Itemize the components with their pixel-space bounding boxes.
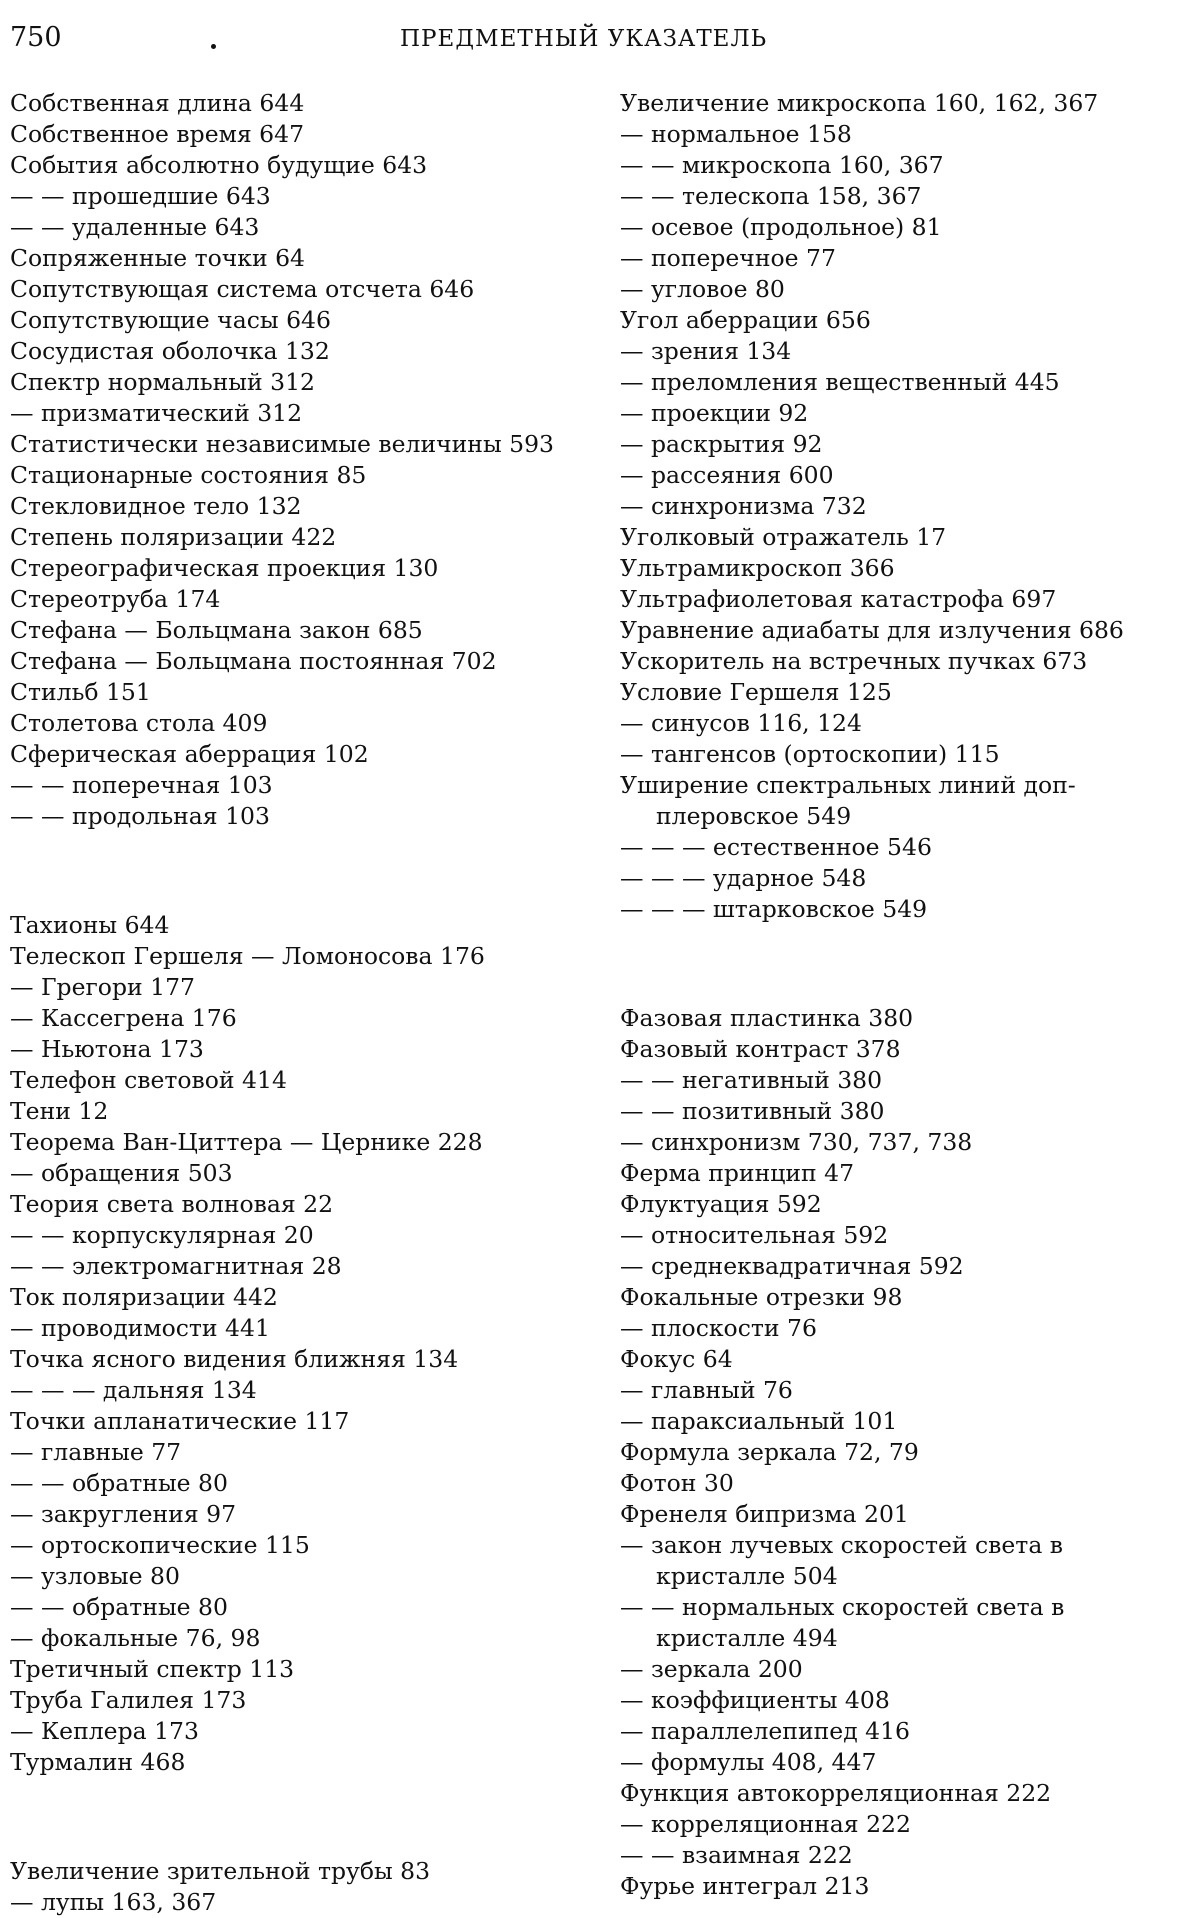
index-entry: — — удаленные 643 xyxy=(10,213,260,241)
index-entry: — — позитивный 380 xyxy=(620,1097,885,1125)
index-entry: Спектр нормальный 312 xyxy=(10,368,315,396)
index-entry: — — корпускулярная 20 xyxy=(10,1221,314,1249)
index-entry: Стильб 151 xyxy=(10,678,151,706)
index-entry: Фазовый контраст 378 xyxy=(620,1035,901,1063)
index-entry: Функция автокорреляционная 222 xyxy=(620,1779,1052,1807)
index-entry: Ускоритель на встречных пучках 673 xyxy=(620,647,1088,675)
index-entry: — — — естественное 546 xyxy=(620,833,932,861)
index-entry: Стереографическая проекция 130 xyxy=(10,554,439,582)
index-entry: Уширение спектральных линий доп- плеровское 549 xyxy=(620,771,1084,830)
index-entry: Стационарные состояния 85 xyxy=(10,461,367,489)
index-entry: Сосудистая оболочка 132 xyxy=(10,337,330,365)
index-entry: — лупы 163, 367 xyxy=(10,1888,217,1916)
index-entry: Стефана — Больцмана постоянная 702 xyxy=(10,647,497,675)
index-entry: Фотон 30 xyxy=(620,1469,734,1497)
index-entry: Сопряженные точки 64 xyxy=(10,244,306,272)
index-entry: — параксиальный 101 xyxy=(620,1407,898,1435)
index-entry: Сферическая аберрация 102 xyxy=(10,740,369,768)
index-entry: Фокальные отрезки 98 xyxy=(620,1283,903,1311)
index-entry: — — электромагнитная 28 xyxy=(10,1252,342,1280)
index-entry: Стефана — Больцмана закон 685 xyxy=(10,616,423,644)
index-entry: — — — дальняя 134 xyxy=(10,1376,257,1404)
index-entry: Третичный спектр 113 xyxy=(10,1655,295,1683)
index-entry: — угловое 80 xyxy=(620,275,785,303)
index-entry: — — нормальных скоростей света в кристалле 494 xyxy=(620,1593,1072,1652)
index-entry: — Кассегрена 176 xyxy=(10,1004,237,1032)
index-entry: — главный 76 xyxy=(620,1376,793,1404)
index-entry: — Грегори 177 xyxy=(10,973,195,1001)
index-entry: — осевое (продольное) 81 xyxy=(620,213,942,241)
index-entry: — преломления вещественный 445 xyxy=(620,368,1060,396)
section-gap xyxy=(620,949,1190,980)
index-entry: — зеркала 200 xyxy=(620,1655,803,1683)
index-entry: Точка ясного видения ближняя 134 xyxy=(10,1345,459,1373)
index-entry: — — обратные 80 xyxy=(10,1469,228,1497)
index-entry: Ультрамикроскоп 366 xyxy=(620,554,895,582)
index-entry: — обращения 503 xyxy=(10,1159,233,1187)
index-entry: Степень поляризации 422 xyxy=(10,523,337,551)
index-entry: Фурье интеграл 213 xyxy=(620,1872,870,1900)
index-entry: — главные 77 xyxy=(10,1438,182,1466)
index-entry: Собственная длина 644 xyxy=(10,89,305,117)
index-entry: Труба Галилея 173 xyxy=(10,1686,247,1714)
index-entry: — синхронизм 730, 737, 738 xyxy=(620,1128,973,1156)
index-entry: Френеля бипризма 201 xyxy=(620,1500,909,1528)
index-entry: Сопутствующие часы 646 xyxy=(10,306,331,334)
index-entry: — проекции 92 xyxy=(620,399,809,427)
index-entry: — корреляционная 222 xyxy=(620,1810,911,1838)
index-entry: — — поперечная 103 xyxy=(10,771,273,799)
index-entry: — закругления 97 xyxy=(10,1500,237,1528)
index-entry: — призматический 312 xyxy=(10,399,303,427)
index-entry: Телескоп Гершеля — Ломоносова 176 xyxy=(10,942,485,970)
index-entry: Статистически независимые величины 593 xyxy=(10,430,554,458)
index-entry: — зрения 134 xyxy=(620,337,792,365)
index-entry: — ортоскопические 115 xyxy=(10,1531,310,1559)
index-entry: — рассеяния 600 xyxy=(620,461,834,489)
index-entry: Угол аберрации 656 xyxy=(620,306,871,334)
index-entry: Фокус 64 xyxy=(620,1345,733,1373)
index-entry: — — взаимная 222 xyxy=(620,1841,853,1869)
index-entry: Увеличение зрительной трубы 83 xyxy=(10,1857,431,1885)
index-entry: Стекловидное тело 132 xyxy=(10,492,302,520)
section-gap xyxy=(10,856,580,887)
index-entry: — — прошедшие 643 xyxy=(10,182,271,210)
index-entry: — закон лучевых скоростей света в кристалле 504 xyxy=(620,1531,1071,1590)
index-entry: — синусов 116, 124 xyxy=(620,709,862,737)
index-entry: Флуктуация 592 xyxy=(620,1190,822,1218)
index-entry: Тахионы 644 xyxy=(10,911,170,939)
index-entry: — — негативный 380 xyxy=(620,1066,883,1094)
index-entry: — тангенсов (ортоскопии) 115 xyxy=(620,740,1000,768)
index-entry: Условие Гершеля 125 xyxy=(620,678,892,706)
index-entry: — раскрытия 92 xyxy=(620,430,823,458)
index-entry: — — — штарковское 549 xyxy=(620,895,928,923)
index-entry: Телефон световой 414 xyxy=(10,1066,287,1094)
header-dot xyxy=(211,44,216,49)
index-entry: Формула зеркала 72, 79 xyxy=(620,1438,919,1466)
index-entry: Тени 12 xyxy=(10,1097,109,1125)
index-entry: Увеличение микроскопа 160, 162, 367 xyxy=(620,89,1099,117)
index-entry: — — продольная 103 xyxy=(10,802,270,830)
index-entry: Теорема Ван-Циттера — Цернике 228 xyxy=(10,1128,483,1156)
section-gap xyxy=(10,1802,580,1833)
index-entry: Стереотруба 174 xyxy=(10,585,221,613)
index-column-right xyxy=(620,88,1190,1902)
index-entry: События абсолютно будущие 643 xyxy=(10,151,428,179)
page-number: 750 xyxy=(10,22,62,53)
index-entry: — фокальные 76, 98 xyxy=(10,1624,261,1652)
index-entry: — проводимости 441 xyxy=(10,1314,270,1342)
index-entry: Столетова стола 409 xyxy=(10,709,268,737)
index-entry: — среднеквадратичная 592 xyxy=(620,1252,964,1280)
index-entry: Точки апланатические 117 xyxy=(10,1407,350,1435)
index-entry: Теория света волновая 22 xyxy=(10,1190,334,1218)
index-entry: — плоскости 76 xyxy=(620,1314,817,1342)
index-entry: — поперечное 77 xyxy=(620,244,836,272)
index-entry: — относительная 592 xyxy=(620,1221,889,1249)
index-entry: — — телескопа 158, 367 xyxy=(620,182,922,210)
index-entry: — Кеплера 173 xyxy=(10,1717,199,1745)
index-entry: — коэффициенты 408 xyxy=(620,1686,890,1714)
index-entry: — — обратные 80 xyxy=(10,1593,228,1621)
index-entry: Собственное время 647 xyxy=(10,120,305,148)
index-column-left xyxy=(10,88,580,1918)
index-entry: Сопутствующая система отсчета 646 xyxy=(10,275,475,303)
index-entry: — — микроскопа 160, 367 xyxy=(620,151,944,179)
index-entry: Фазовая пластинка 380 xyxy=(620,1004,914,1032)
index-entry: Турмалин 468 xyxy=(10,1748,186,1776)
index-entry: Ферма принцип 47 xyxy=(620,1159,855,1187)
index-entry: — формулы 408, 447 xyxy=(620,1748,877,1776)
index-entry: Ток поляризации 442 xyxy=(10,1283,278,1311)
index-entry: — узловые 80 xyxy=(10,1562,180,1590)
index-entry: Ультрафиолетовая катастрофа 697 xyxy=(620,585,1057,613)
index-entry: — нормальное 158 xyxy=(620,120,852,148)
index-entry: — Ньютона 173 xyxy=(10,1035,204,1063)
index-entry: — параллелепипед 416 xyxy=(620,1717,910,1745)
index-entry: — синхронизма 732 xyxy=(620,492,867,520)
index-entry: Уголковый отражатель 17 xyxy=(620,523,947,551)
index-entry: — — — ударное 548 xyxy=(620,864,867,892)
index-entry: Уравнение адиабаты для излучения 686 xyxy=(620,616,1124,644)
running-title: ПРЕДМЕТНЫЙ УКАЗАТЕЛЬ xyxy=(400,26,768,52)
